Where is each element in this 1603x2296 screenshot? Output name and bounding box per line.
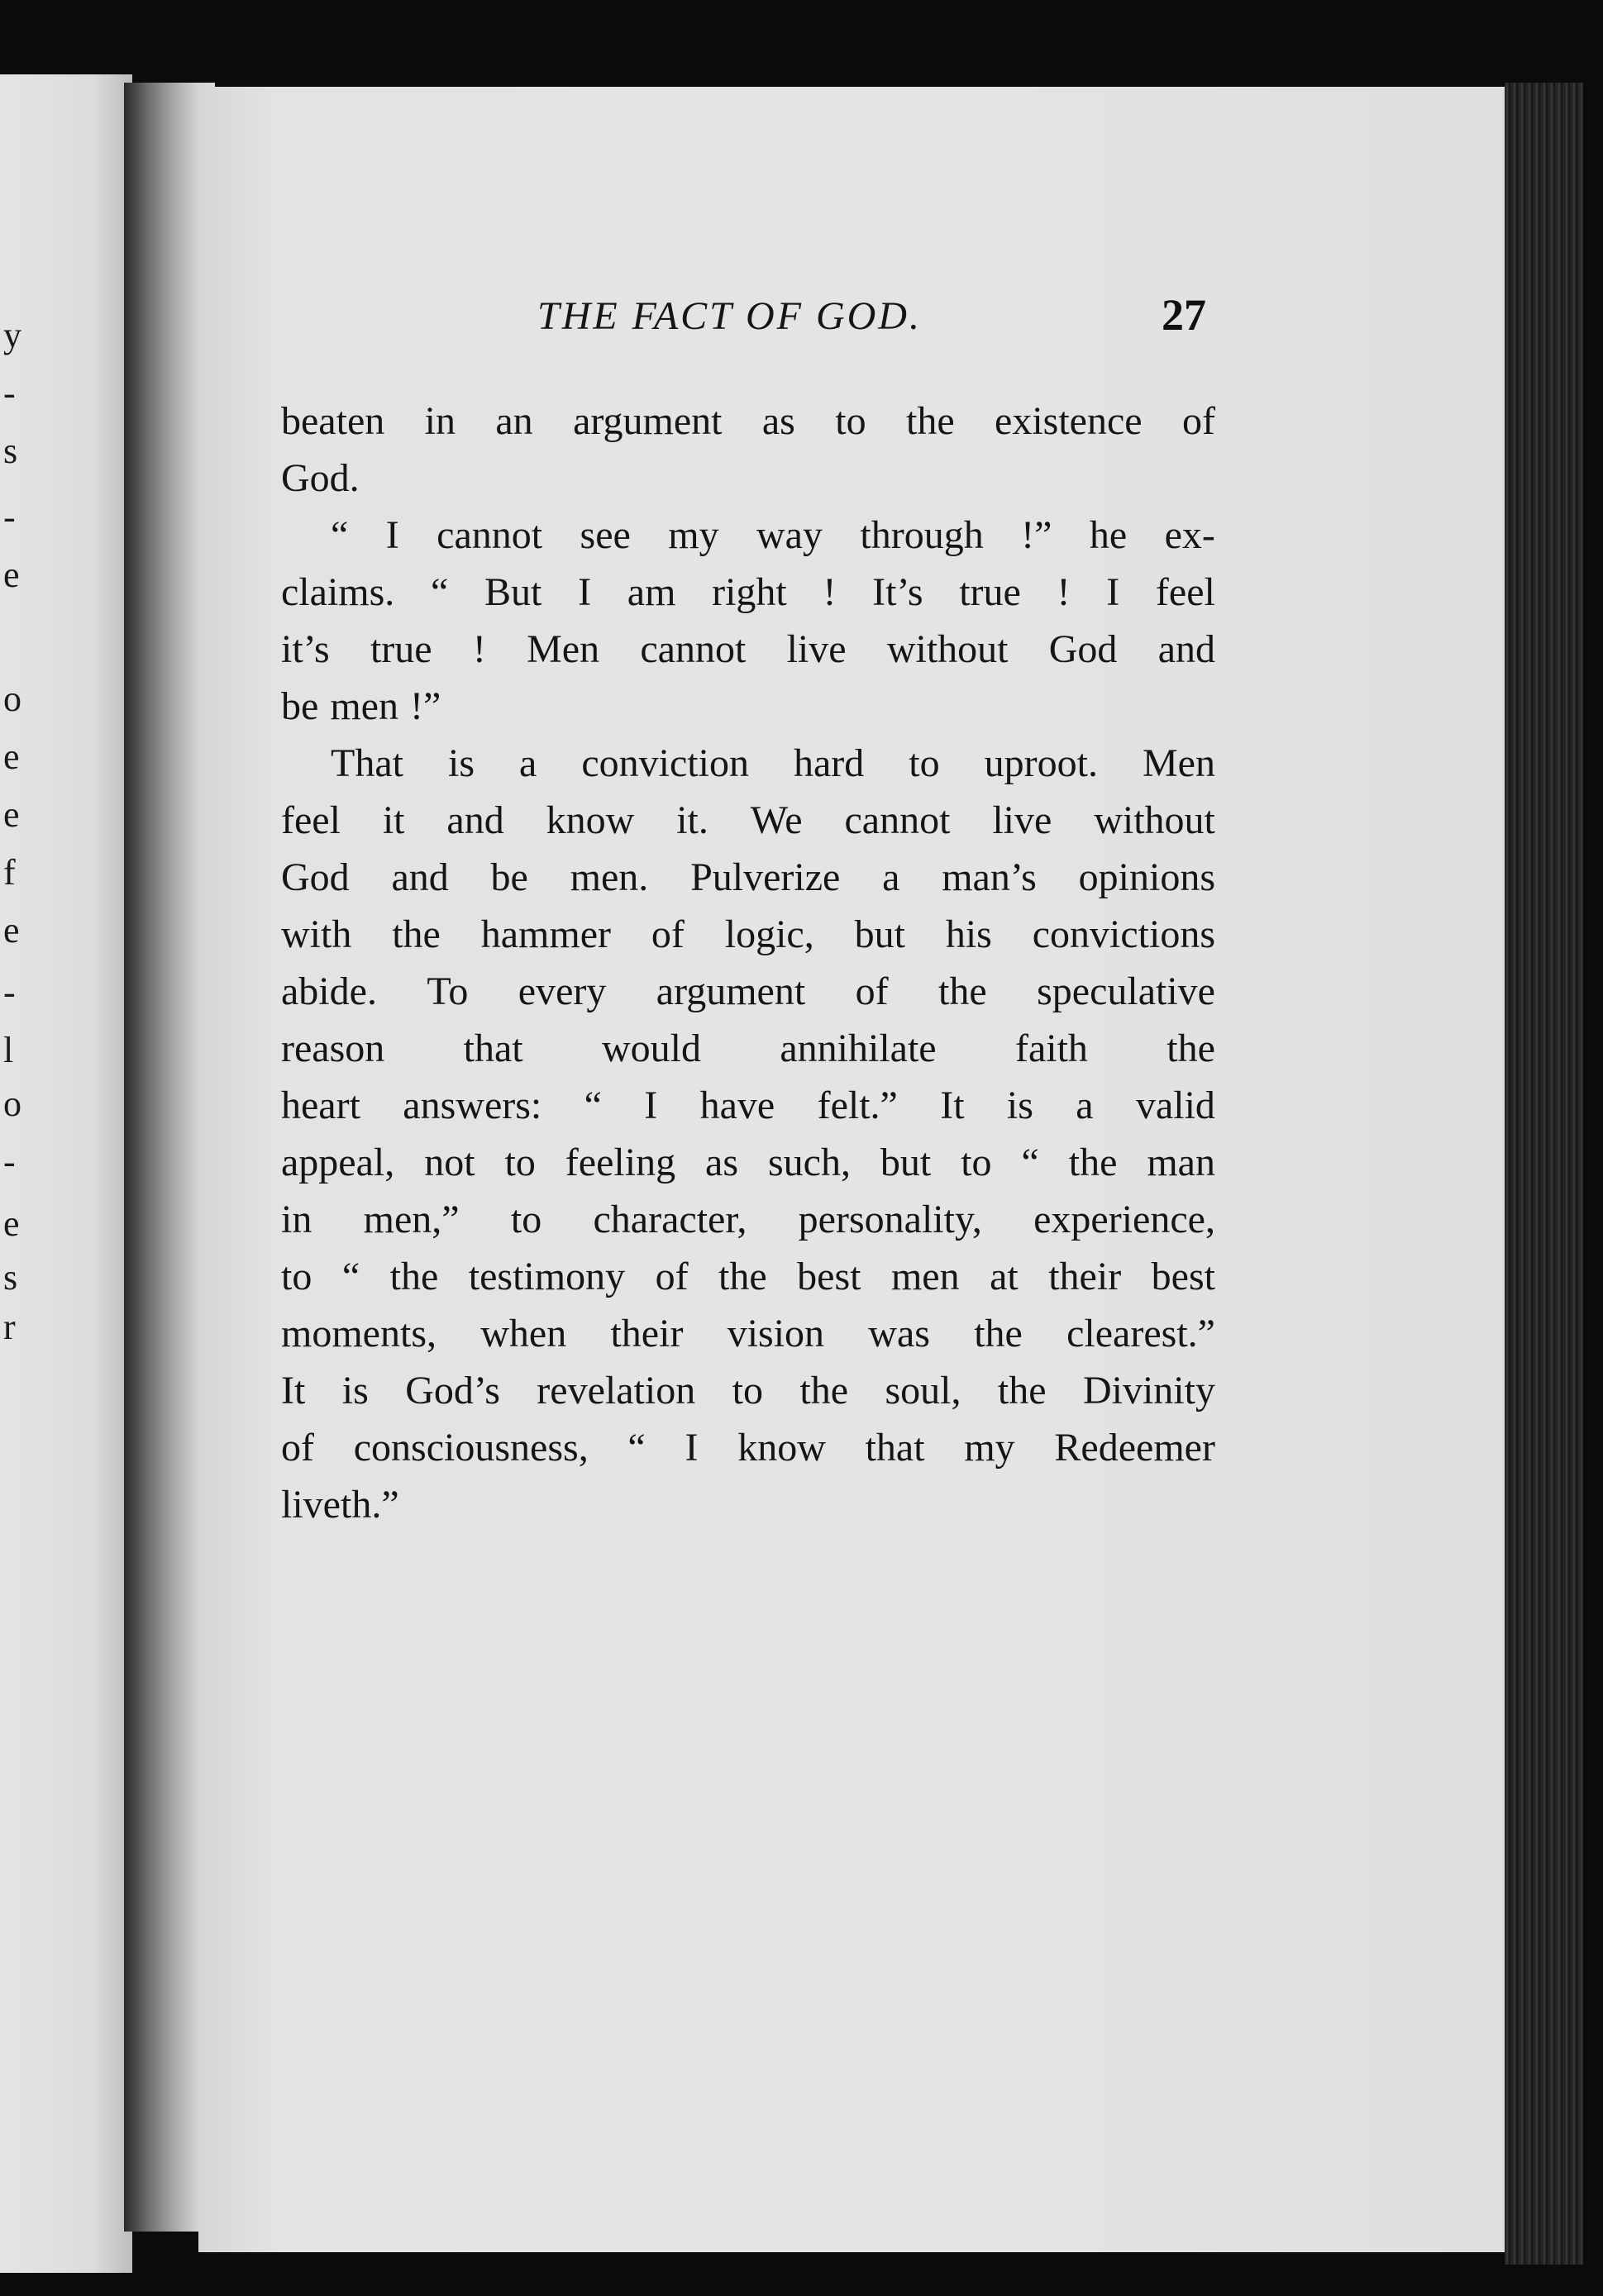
- body-text: [281, 393, 1215, 1533]
- text-line: with the hammer of logic, but his convictions: [281, 912, 1215, 956]
- text-line: moments, when their vision was the clearest.”: [281, 1312, 1215, 1355]
- text-line: It is God’s revelation to the soul, the Divinity: [281, 1369, 1215, 1412]
- text-line: reason that would annihilate faith the: [281, 1027, 1215, 1070]
- text-line: “ I cannot see my way through !” he ex-: [331, 513, 1215, 557]
- text-line: claims. “ But I am right ! It’s true ! I feel: [281, 570, 1215, 614]
- left-page-fragment: e: [3, 794, 20, 835]
- text-line: be men !”: [281, 684, 441, 728]
- text-line: liveth.”: [281, 1483, 399, 1527]
- text-line: God and be men. Pulverize a man’s opinions: [281, 855, 1215, 899]
- text-line: God.: [281, 456, 360, 500]
- left-page-fragment: e: [3, 910, 20, 950]
- text-line: appeal, not to feeling as such, but to “ the man: [281, 1141, 1215, 1184]
- left-page-fragment: e: [3, 1203, 20, 1244]
- left-page-fragment: s: [3, 1257, 18, 1298]
- left-page-fragment: f: [3, 852, 16, 893]
- left-page-fragment: r: [3, 1307, 16, 1347]
- page-fore-edge: [1505, 83, 1583, 2265]
- left-page-fragment: o: [3, 679, 21, 719]
- page-number: 27: [1162, 290, 1206, 340]
- text-line: That is a conviction hard to uproot. Men: [331, 741, 1215, 785]
- previous-page-edge: [0, 74, 132, 2273]
- left-page-fragment: y: [3, 315, 21, 355]
- left-page-fragment: -: [3, 1141, 16, 1182]
- left-page-fragment: e: [3, 736, 20, 777]
- text-line: it’s true ! Men cannot live without God and: [281, 627, 1215, 671]
- left-page-fragment: l: [3, 1030, 14, 1070]
- left-page-fragment: -: [3, 373, 16, 413]
- left-page-fragment: -: [3, 972, 16, 1012]
- text-line: beaten in an argument as to the existence of: [281, 399, 1215, 443]
- left-page-fragment: -: [3, 497, 16, 537]
- left-page-fragment: s: [3, 431, 18, 471]
- text-line: of consciousness, “ I know that my Redeemer: [281, 1426, 1215, 1470]
- text-line: to “ the testimony of the best men at their best: [281, 1255, 1215, 1298]
- text-line: in men,” to character, personality, experience,: [281, 1198, 1215, 1241]
- text-line: abide. To every argument of the speculative: [281, 969, 1215, 1013]
- left-page-fragment: o: [3, 1084, 21, 1124]
- text-line: heart answers: “ I have felt.” It is a valid: [281, 1084, 1215, 1127]
- left-page-fragment: e: [3, 555, 20, 595]
- text-line: feel it and know it. We cannot live without: [281, 798, 1215, 842]
- running-title: THE FACT OF GOD.: [537, 294, 922, 338]
